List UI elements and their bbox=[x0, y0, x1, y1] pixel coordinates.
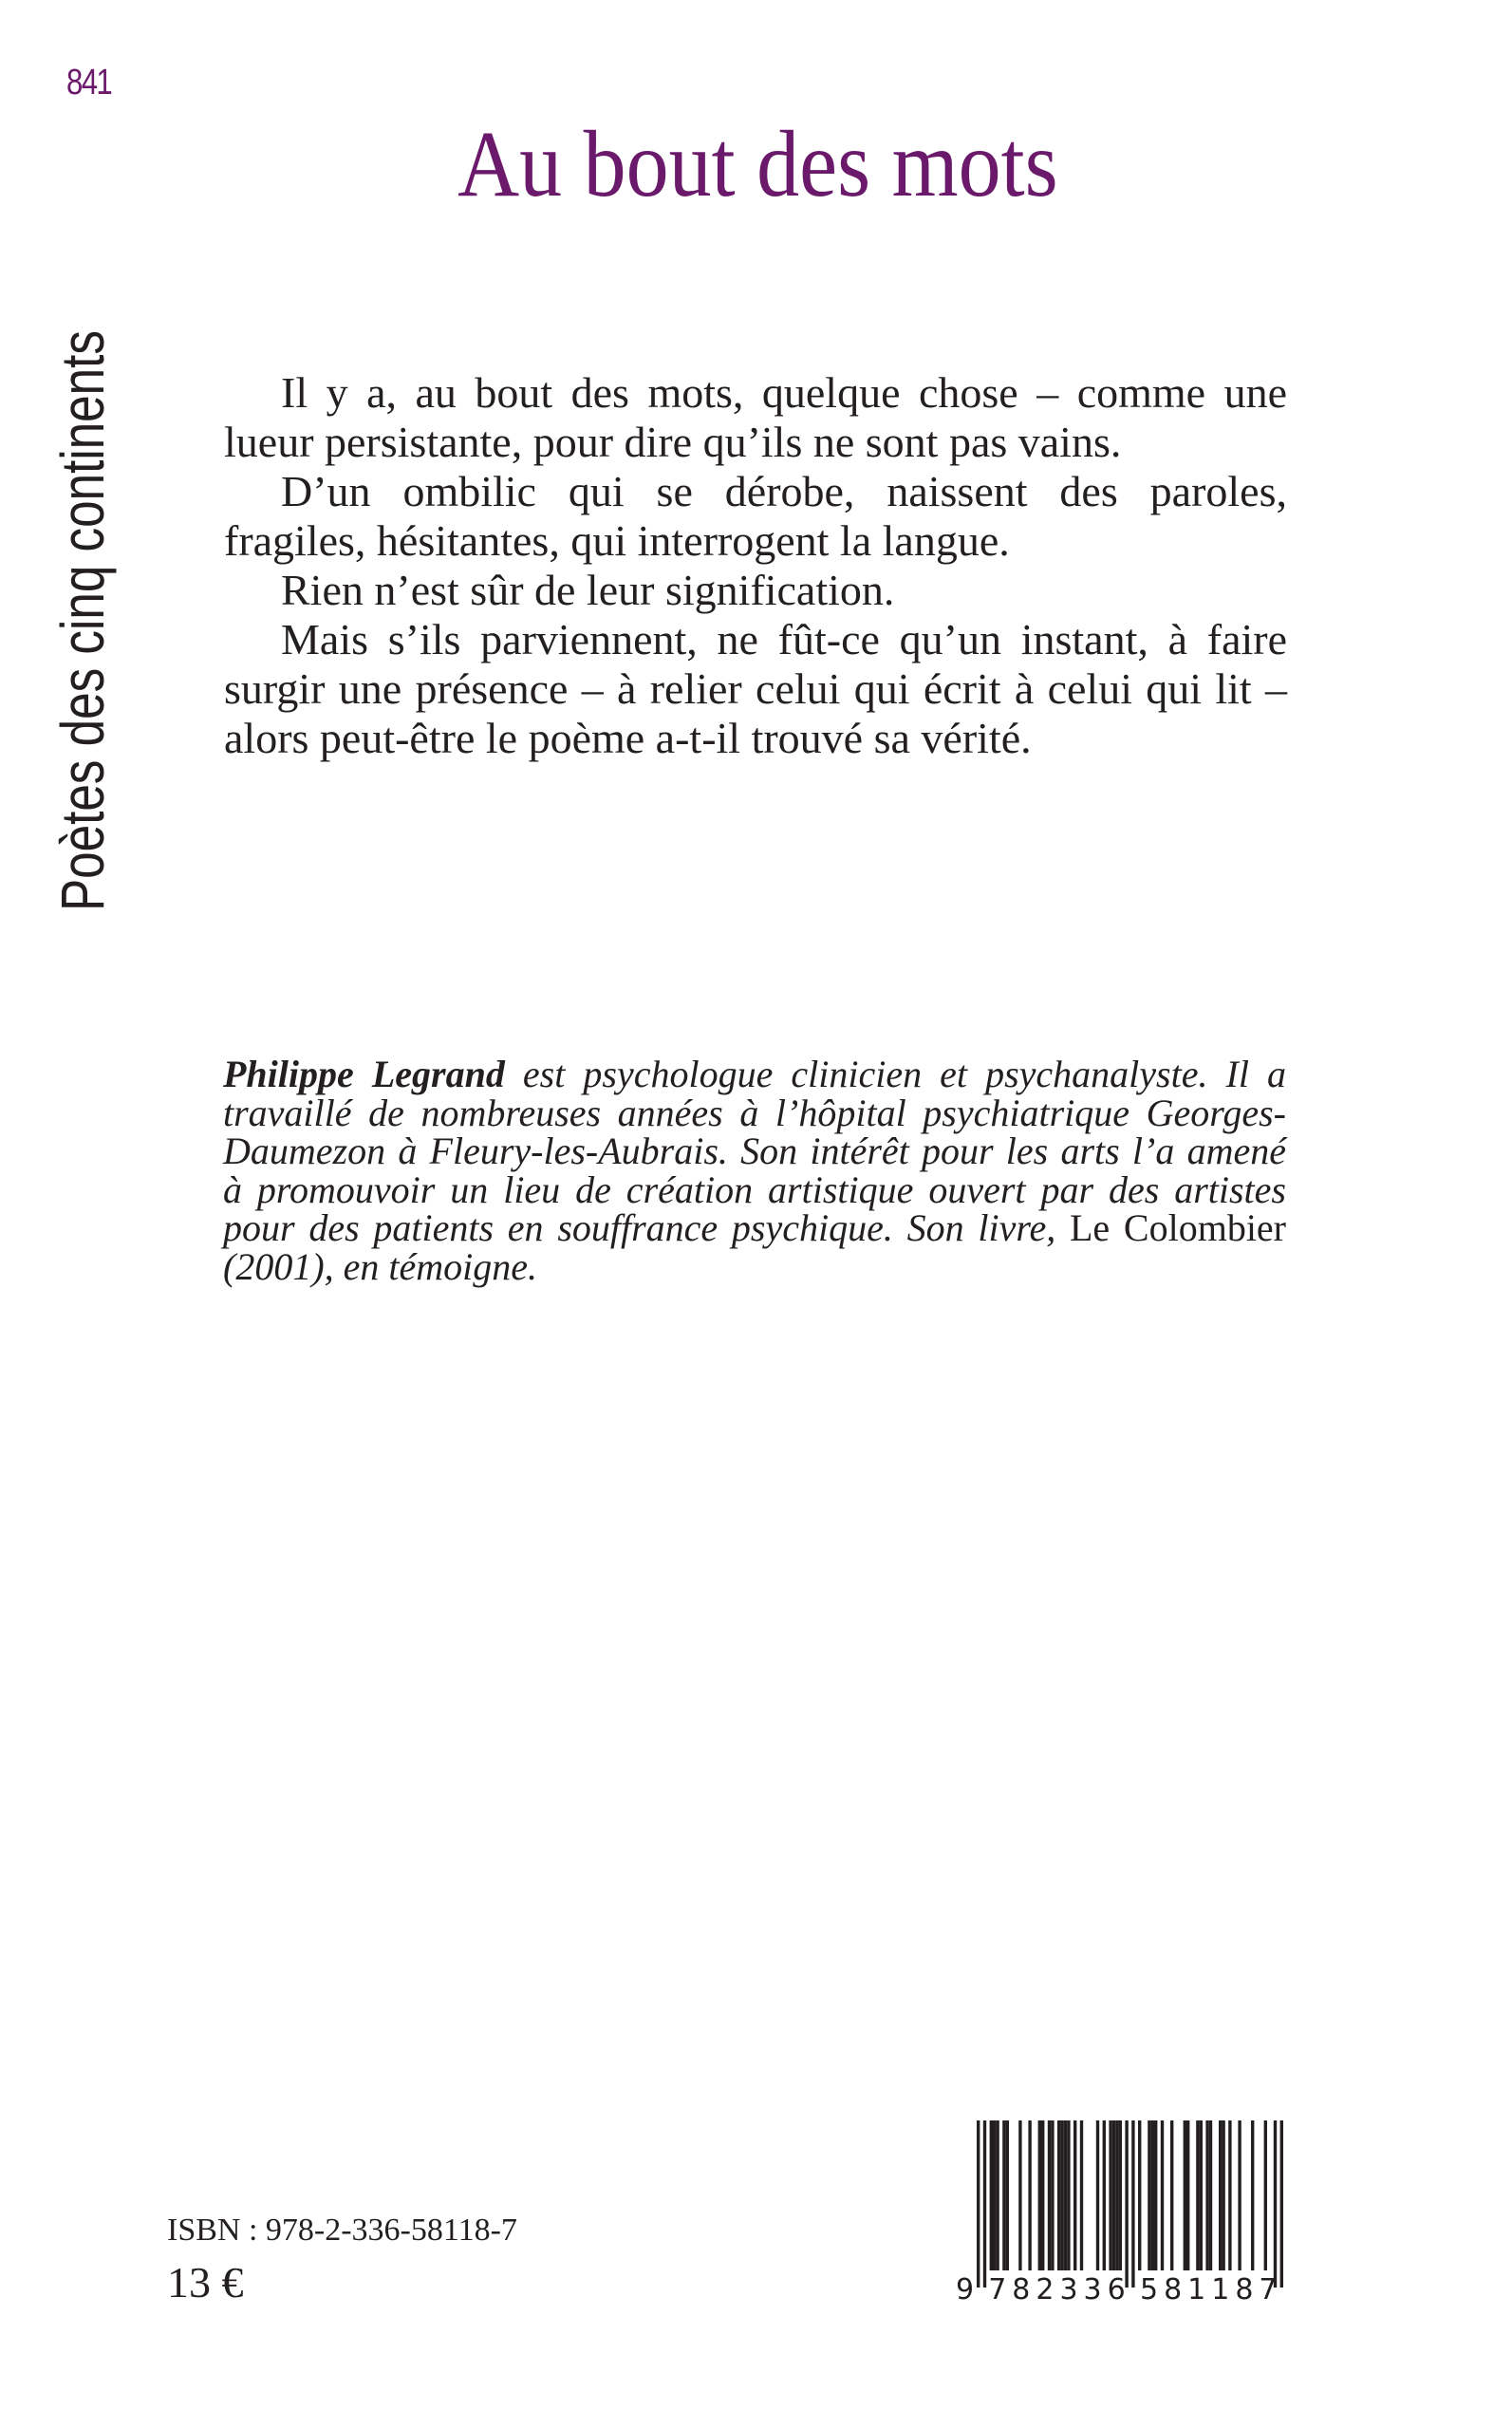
author-bio bbox=[223, 1055, 1286, 1286]
blurb-text bbox=[224, 368, 1287, 763]
book-title bbox=[0, 112, 1512, 216]
blurb-paragraph: Mais s’ils parviennent, ne fût-ce qu’un instant, à faire surgir une présence – à relier celui qui écrit à celui qui lit – alors peut-être le poème a-t-il trouvé sa vérité. bbox=[224, 615, 1287, 762]
author-name: Philippe Legrand bbox=[223, 1053, 505, 1095]
bio-text: est psychologue clinicien et psychanalyste. Il a travaillé de nombreuses années à l’hôpital psychiatrique Georges-Daumezon à Fleury-les-Aubrais. Son intérêt pour les arts l’a amené à promouvoir un lieu de création artistique ouvert par des artistes pour des patients en souffrance psychique. Son livre, bbox=[223, 1053, 1287, 1249]
blurb-paragraph: Rien n’est sûr de leur signification. bbox=[281, 566, 895, 614]
book-title-text: Au bout des mots bbox=[457, 111, 1058, 216]
isbn-barcode bbox=[952, 2115, 1303, 2305]
blurb-paragraph: D’un ombilic qui se dérobe, naissent des paroles, fragiles, hésitantes, qui interrogent la langue. bbox=[224, 467, 1287, 565]
bio-book-title: Le Colombier bbox=[1069, 1206, 1287, 1249]
collection-number: 841 bbox=[66, 63, 112, 103]
isbn-label: ISBN : 978-2-336-58118-7 bbox=[167, 2213, 517, 2248]
bio-text-end: (2001), en témoigne. bbox=[223, 1244, 538, 1288]
price-label: 13 € bbox=[167, 2258, 244, 2306]
barcode-icon bbox=[952, 2115, 1303, 2305]
svg-text:782336: 782336 bbox=[988, 2273, 1131, 2305]
series-name-vertical bbox=[49, 133, 116, 911]
svg-text:9: 9 bbox=[956, 2273, 980, 2305]
series-name-text: Poètes des cinq continents bbox=[48, 330, 117, 911]
svg-text:581187: 581187 bbox=[1140, 2273, 1283, 2305]
blurb-paragraph: Il y a, au bout des mots, quelque chose – comme une lueur persistante, pour dire qu’ils ne sont pas vains. bbox=[224, 368, 1287, 466]
